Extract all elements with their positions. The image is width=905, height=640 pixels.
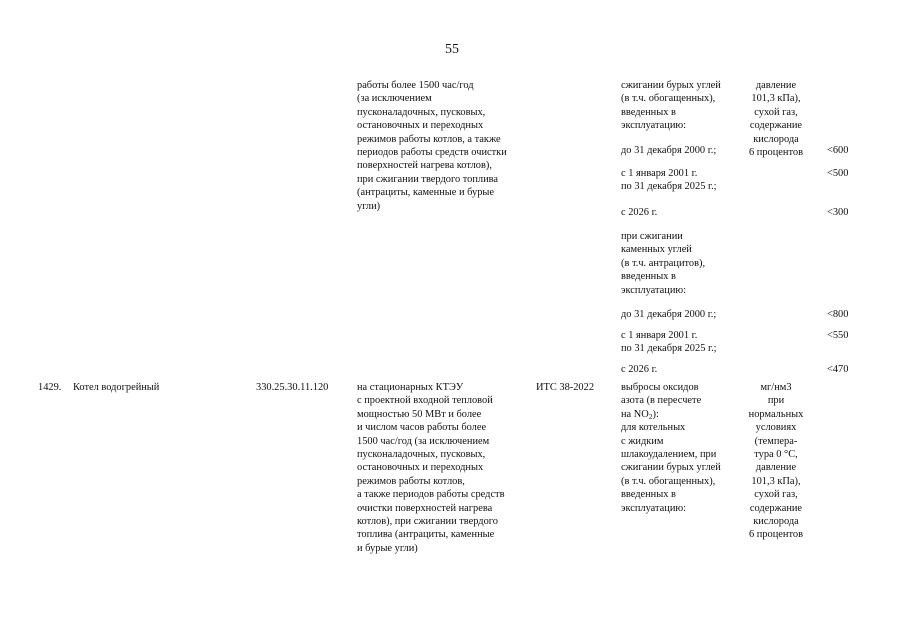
emission-line-1: выбросы оксидов — [621, 382, 699, 393]
hard-value-2: <550 — [827, 330, 849, 341]
brown-value-3: <300 — [827, 207, 849, 218]
hard-period-2: с 1 января 2001 г. по 31 декабря 2025 г.; — [621, 330, 717, 355]
entry-description: на стационарных КТЭУ с проектной входной тепловой мощностью 50 МВт и более и числом часов работы более 1500 час/год (за исключением пусконаладочных, пусковых, остановочных и переходных режимов работы котлов, а также периодов работы средств очистки поверхностей нагрева котлов), при сжигании твердого топлива (антрациты, каменные и бурые угли) — [357, 382, 505, 554]
emission-line-2: азота (в пересчете — [621, 395, 702, 407]
hard-period-3: с 2026 г. — [621, 364, 658, 375]
page-number: 55 — [445, 42, 459, 57]
entry-reference: ИТС 38-2022 — [536, 382, 595, 393]
hard-value-1: <800 — [827, 309, 849, 320]
units-continued: давление 101,3 кПа), сухой газ, содержание кислорода 6 процентов — [749, 80, 803, 159]
brown-period-1: до 31 декабря 2000 г.; — [621, 145, 717, 156]
brown-value-1: <600 — [827, 145, 849, 156]
entry-code: 330.25.30.11.120 — [256, 382, 329, 393]
emission-description — [621, 381, 746, 515]
brown-period-2: с 1 января 2001 г. по 31 декабря 2025 г.; — [621, 168, 717, 193]
hard-value-3: <470 — [827, 364, 849, 375]
entry-units: мг/нм3 при нормальных условиях (темпера- тура 0 °С, давление 101,3 кПа), сухой газ, содержание кислорода 6 процентов — [748, 382, 804, 541]
brown-coal-header: сжигании бурых углей (в т.ч. обогащенных), введенных в эксплуатацию: — [621, 80, 721, 132]
emission-no-prefix: на NO — [621, 408, 649, 420]
brown-period-3: с 2026 г. — [621, 207, 658, 218]
emission-no-subscript: 2 — [648, 411, 653, 421]
emission-no-suffix: ): — [652, 408, 659, 420]
emission-rest: для котельных с жидким шлакоудалением, при сжигании бурых углей (в т.ч. обогащенных), введенных в эксплуатацию: — [621, 422, 721, 514]
continued-description: работы более 1500 час/год (за исключением пусконаладочных, пусковых, остановочных и переходных режимов работы котлов, а также периодов работы средств очистки поверхностей нагрева котлов), при сжигании твердого топлива (антрациты, каменные и бурые угли) — [357, 80, 507, 212]
entry-name: Котел водогрейный — [73, 382, 160, 393]
entry-number: 1429. — [38, 382, 62, 393]
hard-period-1: до 31 декабря 2000 г.; — [621, 309, 717, 320]
brown-value-2: <500 — [827, 168, 849, 179]
emission-line-3 — [621, 408, 746, 421]
hard-coal-header: при сжигании каменных углей (в т.ч. антрацитов), введенных в эксплуатацию: — [621, 231, 706, 296]
